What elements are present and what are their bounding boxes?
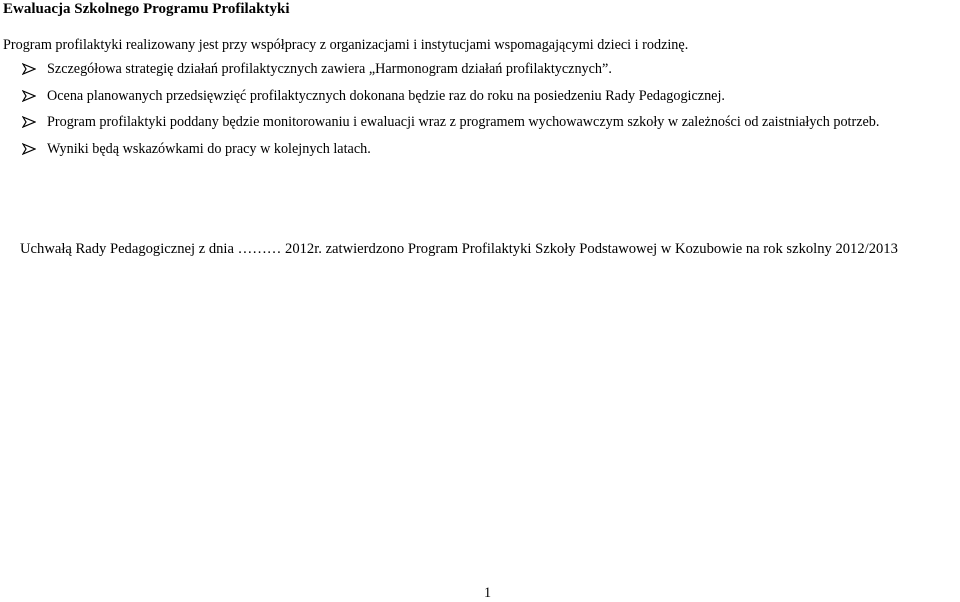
list-item-text: Ocena planowanych przedsięwzięć profilaktycznych dokonana będzie raz do roku na posiedzeniu Rady Pedagogicznej.: [47, 87, 725, 104]
intro-paragraph: Program profilaktyki realizowany jest przy współpracy z organizacjami i instytucjami wspomagającymi dzieci i rodzinę.: [3, 37, 689, 53]
page-number: 1: [484, 585, 492, 601]
list-item-text: Szczegółowa strategię działań profilaktycznych zawiera „Harmonogram działań profilaktycznych”.: [47, 61, 612, 77]
arrowhead-bullet-icon: [22, 63, 36, 75]
approval-statement: Uchwałą Rady Pedagogicznej z dnia ……… 2012r. zatwierdzono Program Profilaktyki Szkoły Podstawowej w Kozubowie na rok szkolny 2012/2013: [20, 241, 898, 257]
arrowhead-bullet-icon: [22, 116, 36, 128]
arrowhead-bullet-icon: [22, 143, 36, 155]
arrowhead-bullet-icon: [22, 90, 36, 102]
list-item-text: Wyniki będą wskazówkami do pracy w kolejnych latach.: [47, 140, 371, 157]
list-item-text: Program profilaktyki poddany będzie monitorowaniu i ewaluacji wraz z programem wychowawczym szkoły w zależności od zaistniałych potrzeb.: [47, 114, 880, 130]
document-heading: Ewaluacja Szkolnego Programu Profilaktyki: [3, 1, 290, 17]
